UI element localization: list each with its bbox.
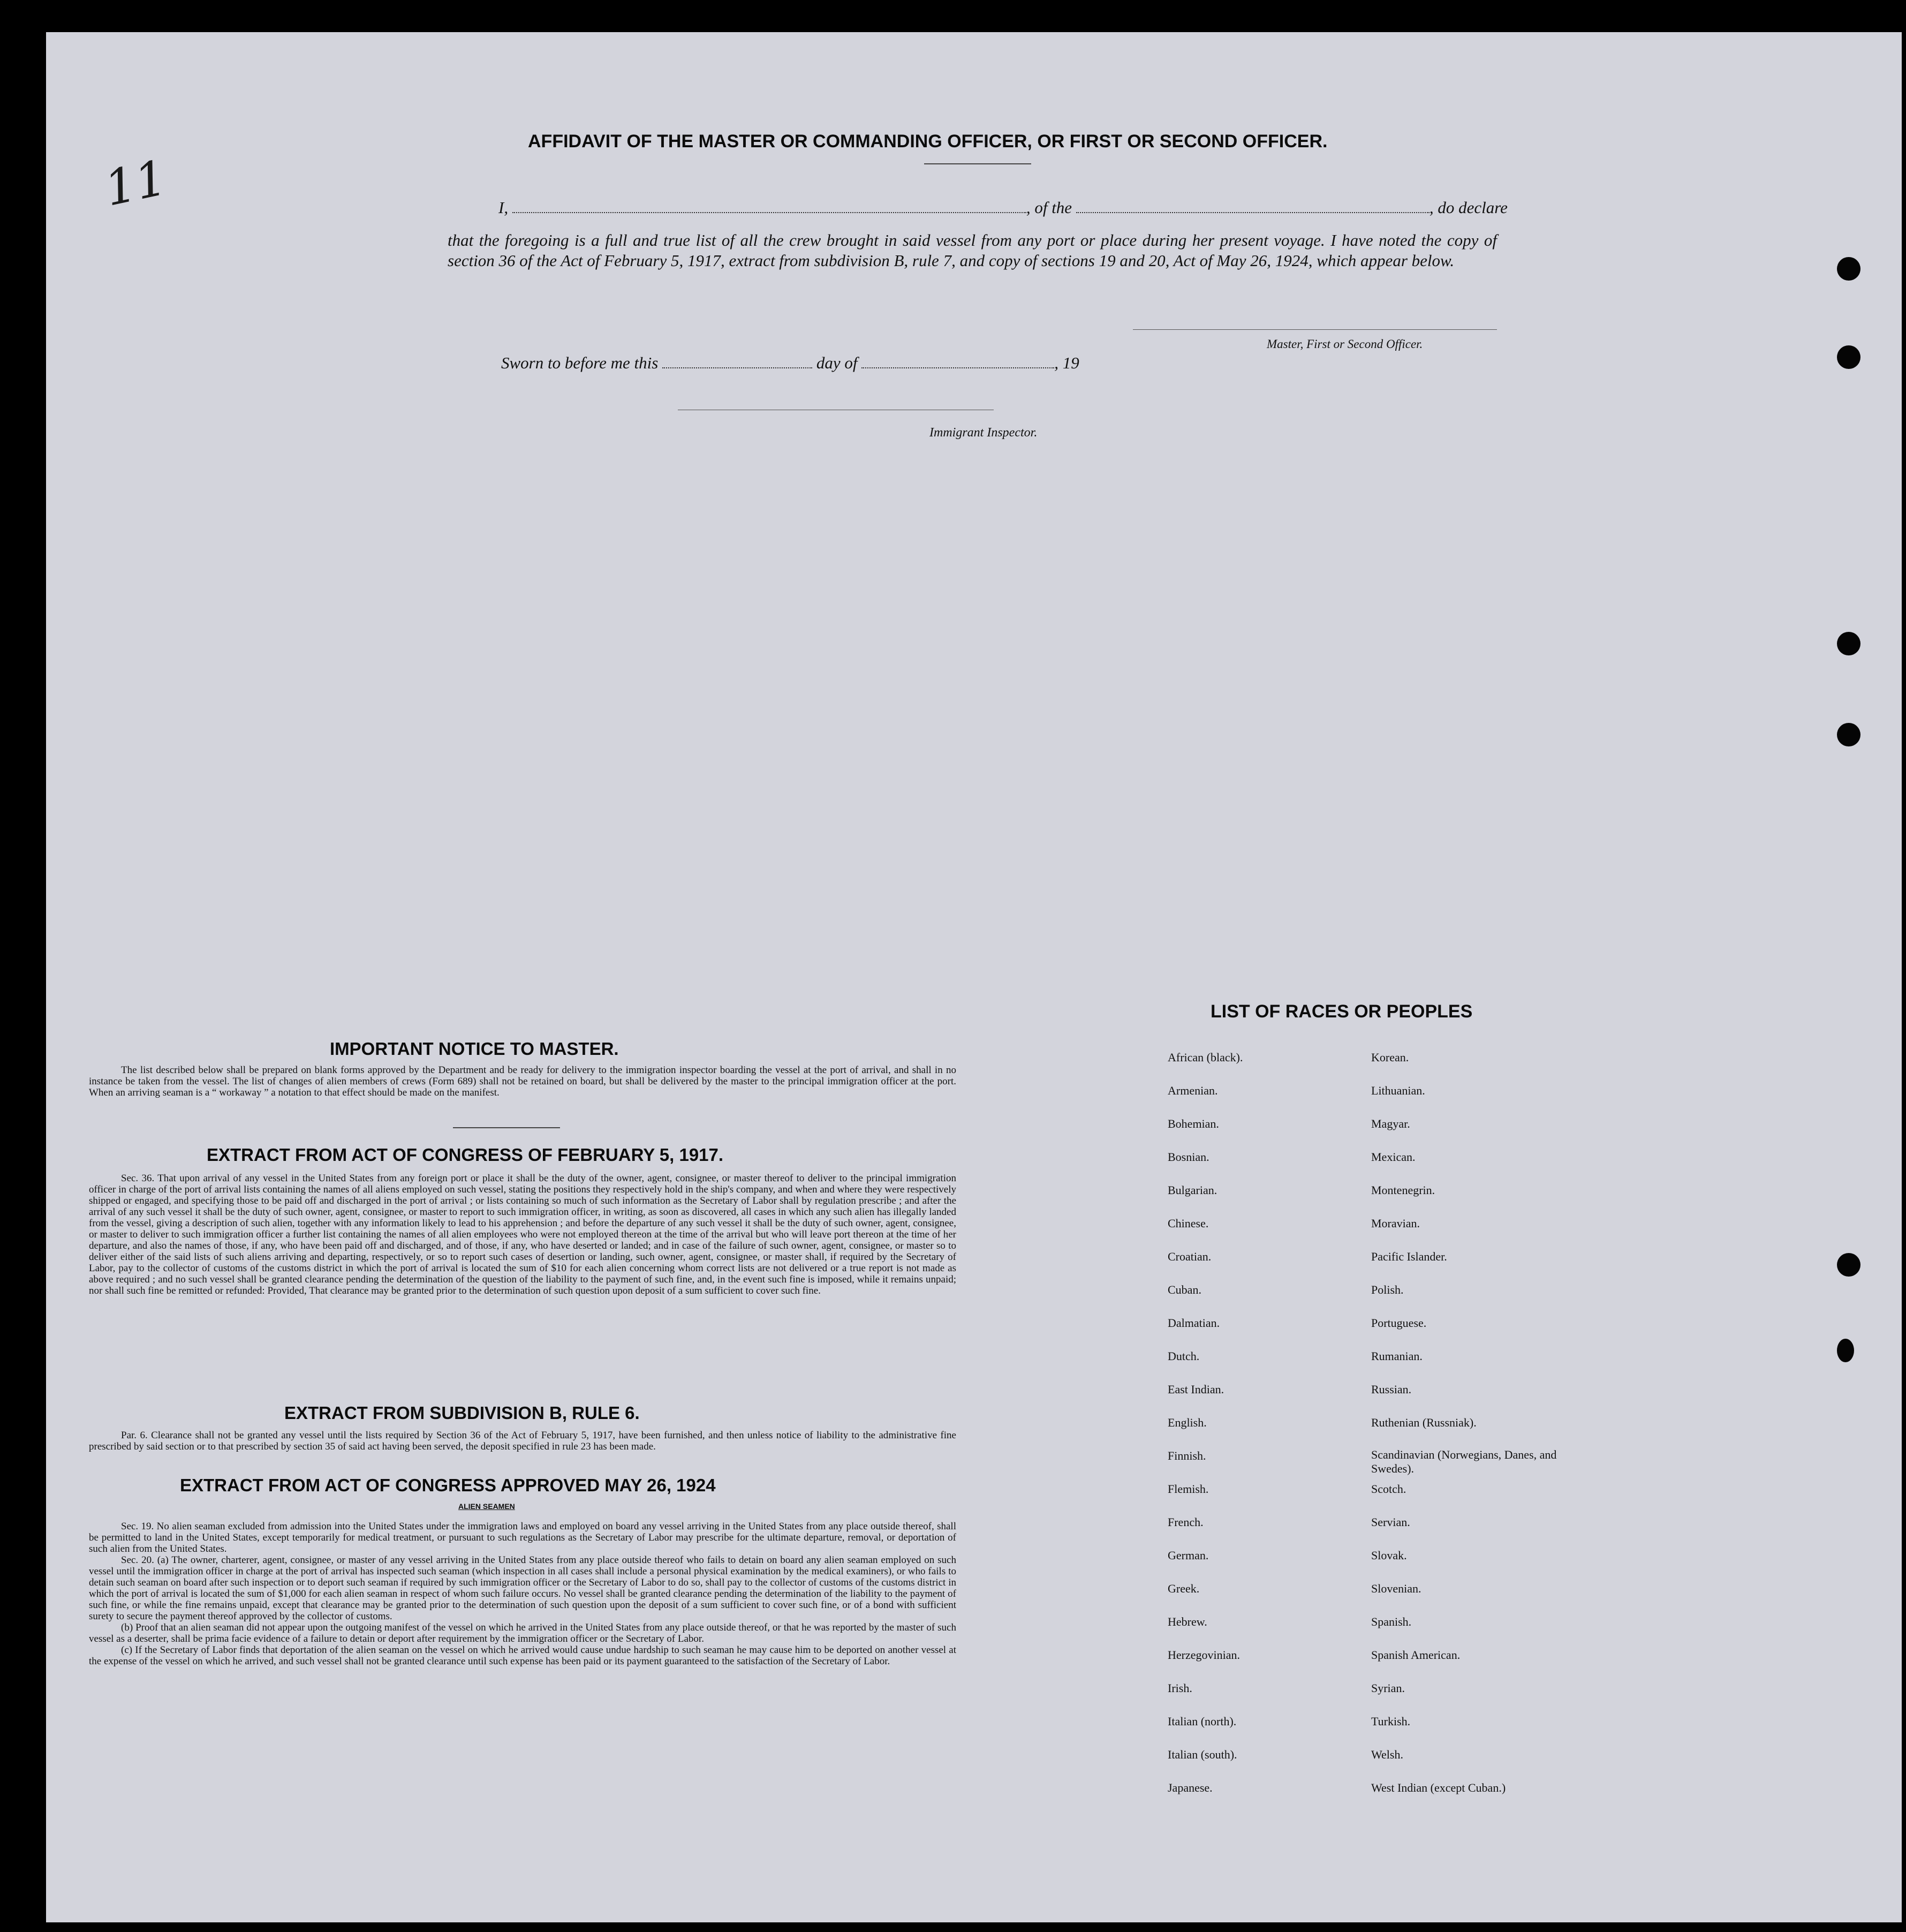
race-entry: Turkish. bbox=[1371, 1715, 1411, 1728]
sworn-month-blank[interactable] bbox=[861, 367, 1054, 368]
race-entry: Scandinavian (Norwegians, Danes, and Swedes). bbox=[1371, 1448, 1557, 1475]
race-entry: Cuban. bbox=[1168, 1283, 1201, 1296]
race-entry: Hebrew. bbox=[1168, 1615, 1207, 1628]
race-entry: Ruthenian (Russniak). bbox=[1371, 1416, 1477, 1429]
race-entry: Pacific Islander. bbox=[1371, 1250, 1447, 1263]
signature-line[interactable] bbox=[1133, 329, 1497, 330]
binder-hole bbox=[1837, 1253, 1860, 1277]
race-entry: Mexican. bbox=[1371, 1150, 1416, 1164]
sworn-prefix: Sworn to before me this bbox=[501, 353, 659, 372]
extract-rule6-title: EXTRACT FROM SUBDIVISION B, RULE 6. bbox=[284, 1403, 640, 1423]
race-entry: Syrian. bbox=[1371, 1681, 1405, 1695]
handwritten-mark: 11 bbox=[100, 149, 172, 217]
binder-hole bbox=[1837, 632, 1860, 655]
inspector-caption: Immigrant Inspector. bbox=[929, 426, 1038, 440]
title-divider bbox=[924, 163, 1031, 164]
sec20a-text: Sec. 20. (a) The owner, charterer, agent, consignee, or master of any vessel arriving in the United States from any place outside thereof who fails to detain on board any alien seaman employed on such vessel until the immigration officer in charge at the port of arrival has inspected such seaman (which inspection in all cases shall include a personal physical examination by the medical examiners), or who fails to detain such seaman on board after such inspection or to deport such seaman if required by such immigration officer or the Secretary of Labor to do so, shall pay to the collector of customs of the customs district in which the port of arrival is located the sum of $1,000 for each alien seaman in respect of whom such failure occurs. No vessel shall be granted clearance pending the determination of the liability to the payment of such fine, or while the fine remains unpaid, except that clearance may be granted prior to the determination of such question upon the deposit of a sum sufficient to cover such fine, or of a bond with sufficient surety to secure the payment thereof approved by the collector of customs. bbox=[89, 1554, 956, 1622]
race-entry: Scotch. bbox=[1371, 1482, 1406, 1496]
race-entry: Japanese. bbox=[1168, 1781, 1213, 1794]
race-entry: Greek. bbox=[1168, 1582, 1200, 1595]
extract-1924-title: EXTRACT FROM ACT OF CONGRESS APPROVED MAY 26, 1924 bbox=[180, 1475, 716, 1495]
vessel-name-blank[interactable] bbox=[1076, 212, 1430, 213]
race-entry: Portuguese. bbox=[1371, 1316, 1427, 1330]
race-entry: Flemish. bbox=[1168, 1482, 1209, 1496]
sec19-text: Sec. 19. No alien seaman excluded from admission into the United States under the immigration laws and employed on board any vessel arriving in the United States from any place outside thereof, shall be permitted to land in the United States, except temporarily for medical treatment, or pursuant to such regulations as the Secretary of Labor may prescribe for the ultimate departure, removal, or deportation of such alien from the United States. bbox=[89, 1521, 956, 1554]
race-entry: Finnish. bbox=[1168, 1449, 1206, 1462]
race-entry: Moravian. bbox=[1371, 1217, 1420, 1230]
race-entry: Italian (north). bbox=[1168, 1715, 1237, 1728]
binder-hole bbox=[1837, 257, 1860, 281]
document-page bbox=[46, 32, 1902, 1922]
affidavit-declaration-line bbox=[498, 198, 1508, 217]
race-entry: Croatian. bbox=[1168, 1250, 1212, 1263]
extract-rule6-text: Par. 6. Clearance shall not be granted any vessel until the lists required by Section 36 of the Act of February 5, 1917, have been furnished, and then unless notice of liability to the administrative fine prescribed by said section or to that prescribed by section 35 of said act having been served, the deposit specified in rule 23 has been made. bbox=[89, 1430, 956, 1452]
race-entry: Bosnian. bbox=[1168, 1150, 1209, 1164]
do-declare-label: , do declare bbox=[1429, 198, 1508, 217]
notice-divider bbox=[453, 1127, 560, 1128]
race-entry: French. bbox=[1168, 1515, 1204, 1529]
race-entry: Servian. bbox=[1371, 1515, 1410, 1529]
sworn-middle: day of bbox=[816, 353, 858, 372]
race-entry: Welsh. bbox=[1371, 1748, 1403, 1761]
races-right-column bbox=[1371, 1050, 1596, 1813]
race-entry: Lithuanian. bbox=[1371, 1084, 1425, 1097]
races-title: LIST OF RACES OR PEOPLES bbox=[1211, 1001, 1473, 1022]
signature-caption: Master, First or Second Officer. bbox=[1267, 337, 1423, 351]
sworn-line bbox=[501, 353, 1079, 373]
alien-seamen-subtitle: ALIEN SEAMEN bbox=[458, 1502, 515, 1511]
race-entry: Bohemian. bbox=[1168, 1117, 1219, 1130]
declarant-prefix: I, bbox=[498, 198, 509, 217]
sec20b-text: (b) Proof that an alien seaman did not appear upon the outgoing manifest of the vessel on which he arrived in the United States from any place outside thereof, or that he was reported by the master of such vessel as a deserter, shall be prima facie evidence of a failure to detain or deport after requirement by the immigration officer or the Secretary of Labor. bbox=[89, 1622, 956, 1644]
race-entry: Korean. bbox=[1371, 1051, 1409, 1064]
race-entry: Dutch. bbox=[1168, 1349, 1200, 1363]
race-entry: Italian (south). bbox=[1168, 1748, 1237, 1761]
affidavit-title: AFFIDAVIT OF THE MASTER OR COMMANDING OFFICER, OR FIRST OR SECOND OFFICER. bbox=[528, 131, 1328, 152]
affidavit-statement: that the foregoing is a full and true list of all the crew brought in said vessel from any port or place during her present voyage. I have noted the copy of section 36 of the Act of February 5, 1917, extract from subdivision B, rule 7, and copy of sections 19 and 20, Act of May 26, 1924, which appear below. bbox=[448, 231, 1497, 270]
notice-title: IMPORTANT NOTICE TO MASTER. bbox=[330, 1039, 619, 1059]
race-entry: Rumanian. bbox=[1371, 1349, 1423, 1363]
races-left-column bbox=[1168, 1050, 1350, 1813]
race-entry: West Indian (except Cuban.) bbox=[1371, 1781, 1506, 1794]
race-entry: Slovenian. bbox=[1371, 1582, 1421, 1595]
binder-hole bbox=[1837, 345, 1860, 369]
extract-1917-text: Sec. 36. That upon arrival of any vessel in the United States from any foreign port or place it shall be the duty of the owner, agent, consignee, or master thereof to deliver to the principal immigration officer in charge of the port of arrival lists containing the names of all aliens employed on such vessel, stating the positions they respectively hold in the ship's company, and when and where they were respectively shipped or engaged, and specifying those to be paid off and discharged in the port of arrival ; or lists containing so much of such information as the Secretary of Labor shall by regulation prescribe ; and after the arrival of any such vessel it shall be the duty of such owner, agent, consignee, or master to report to such immigration officer, in writing, as soon as discovered, all cases in which any such alien has illegally landed from the vessel, giving a description of such alien, together with any information likely to lead to his apprehension ; and before the departure of any such vessel it shall be the duty of such owner, agent, consignee, or master to deliver to such immigration officer a further list containing the names of all alien employees who were not employed thereon at the time of the arrival but who will leave port thereon at the time of her departure, and also the names of those, if any, who have been paid off and discharged, and of those, if any, who have deserted or landed; and in case of the failure of such owner, agent, consignee, or master so to deliver either of the said lists of such aliens arriving and departing, respectively, or so to report such cases of desertion or landing, such owner, agent, consignee, or master shall, if required by the Secretary of Labor, pay to the collector of customs of the customs district in which the port of arrival is located the sum of $10 for each alien concerning whom correct lists are not delivered or a true report is not made as above required ; and no such vessel shall be granted clearance pending the determination of the question of the liability to the payment of such fine, and, in the event such fine is imposed, while it remains unpaid; nor shall such fine be remitted or refunded: Provided, That clearance may be granted prior to the determination of such question upon deposit of a sum sufficient to cover such fine. bbox=[89, 1173, 956, 1296]
notice-text: The list described below shall be prepared on blank forms approved by the Department and be ready for delivery to the immigration inspector boarding the vessel at the port of arrival, and shall in no instance be taken from the vessel. The list of changes of alien members of crews (Form 689) shall not be retained on board, but shall be delivered by the master to the principal immigration officer at the port. When an arriving seaman is a “ workaway ” a notation to that effect should be made on the manifest. bbox=[89, 1065, 956, 1098]
race-entry: Irish. bbox=[1168, 1681, 1192, 1695]
declarant-name-blank[interactable] bbox=[512, 212, 1026, 213]
race-entry: German. bbox=[1168, 1549, 1209, 1562]
race-entry: English. bbox=[1168, 1416, 1207, 1429]
binder-hole bbox=[1837, 723, 1860, 746]
race-entry: Bulgarian. bbox=[1168, 1183, 1217, 1197]
race-entry: Spanish American. bbox=[1371, 1648, 1461, 1662]
race-entry: Armenian. bbox=[1168, 1084, 1218, 1097]
race-entry: Russian. bbox=[1371, 1383, 1412, 1396]
race-entry: Magyar. bbox=[1371, 1117, 1410, 1130]
race-entry: Spanish. bbox=[1371, 1615, 1412, 1628]
race-entry: Dalmatian. bbox=[1168, 1316, 1220, 1330]
binder-hole bbox=[1837, 1339, 1854, 1362]
of-the-label: , of the bbox=[1026, 198, 1072, 217]
sworn-day-blank[interactable] bbox=[662, 367, 812, 368]
race-entry: African (black). bbox=[1168, 1051, 1243, 1064]
sworn-year-suffix: , 19 bbox=[1054, 353, 1079, 372]
race-entry: Montenegrin. bbox=[1371, 1183, 1435, 1197]
extract-1924-body bbox=[89, 1521, 956, 1667]
race-entry: East Indian. bbox=[1168, 1383, 1224, 1396]
race-entry: Herzegovinian. bbox=[1168, 1648, 1240, 1662]
sec20c-text: (c) If the Secretary of Labor finds that deportation of the alien seaman on the vessel on which he arrived would cause undue hardship to such seaman he may cause him to be deported on another vessel at the expense of the vessel on which he arrived, and such vessel shall not be granted clearance until such expense has been paid or its payment guaranteed to the satisfaction of the Secretary of Labor. bbox=[89, 1644, 956, 1667]
extract-1917-title: EXTRACT FROM ACT OF CONGRESS OF FEBRUARY 5, 1917. bbox=[207, 1145, 724, 1165]
race-entry: Slovak. bbox=[1371, 1549, 1407, 1562]
race-entry: Chinese. bbox=[1168, 1217, 1209, 1230]
race-entry: Polish. bbox=[1371, 1283, 1404, 1296]
